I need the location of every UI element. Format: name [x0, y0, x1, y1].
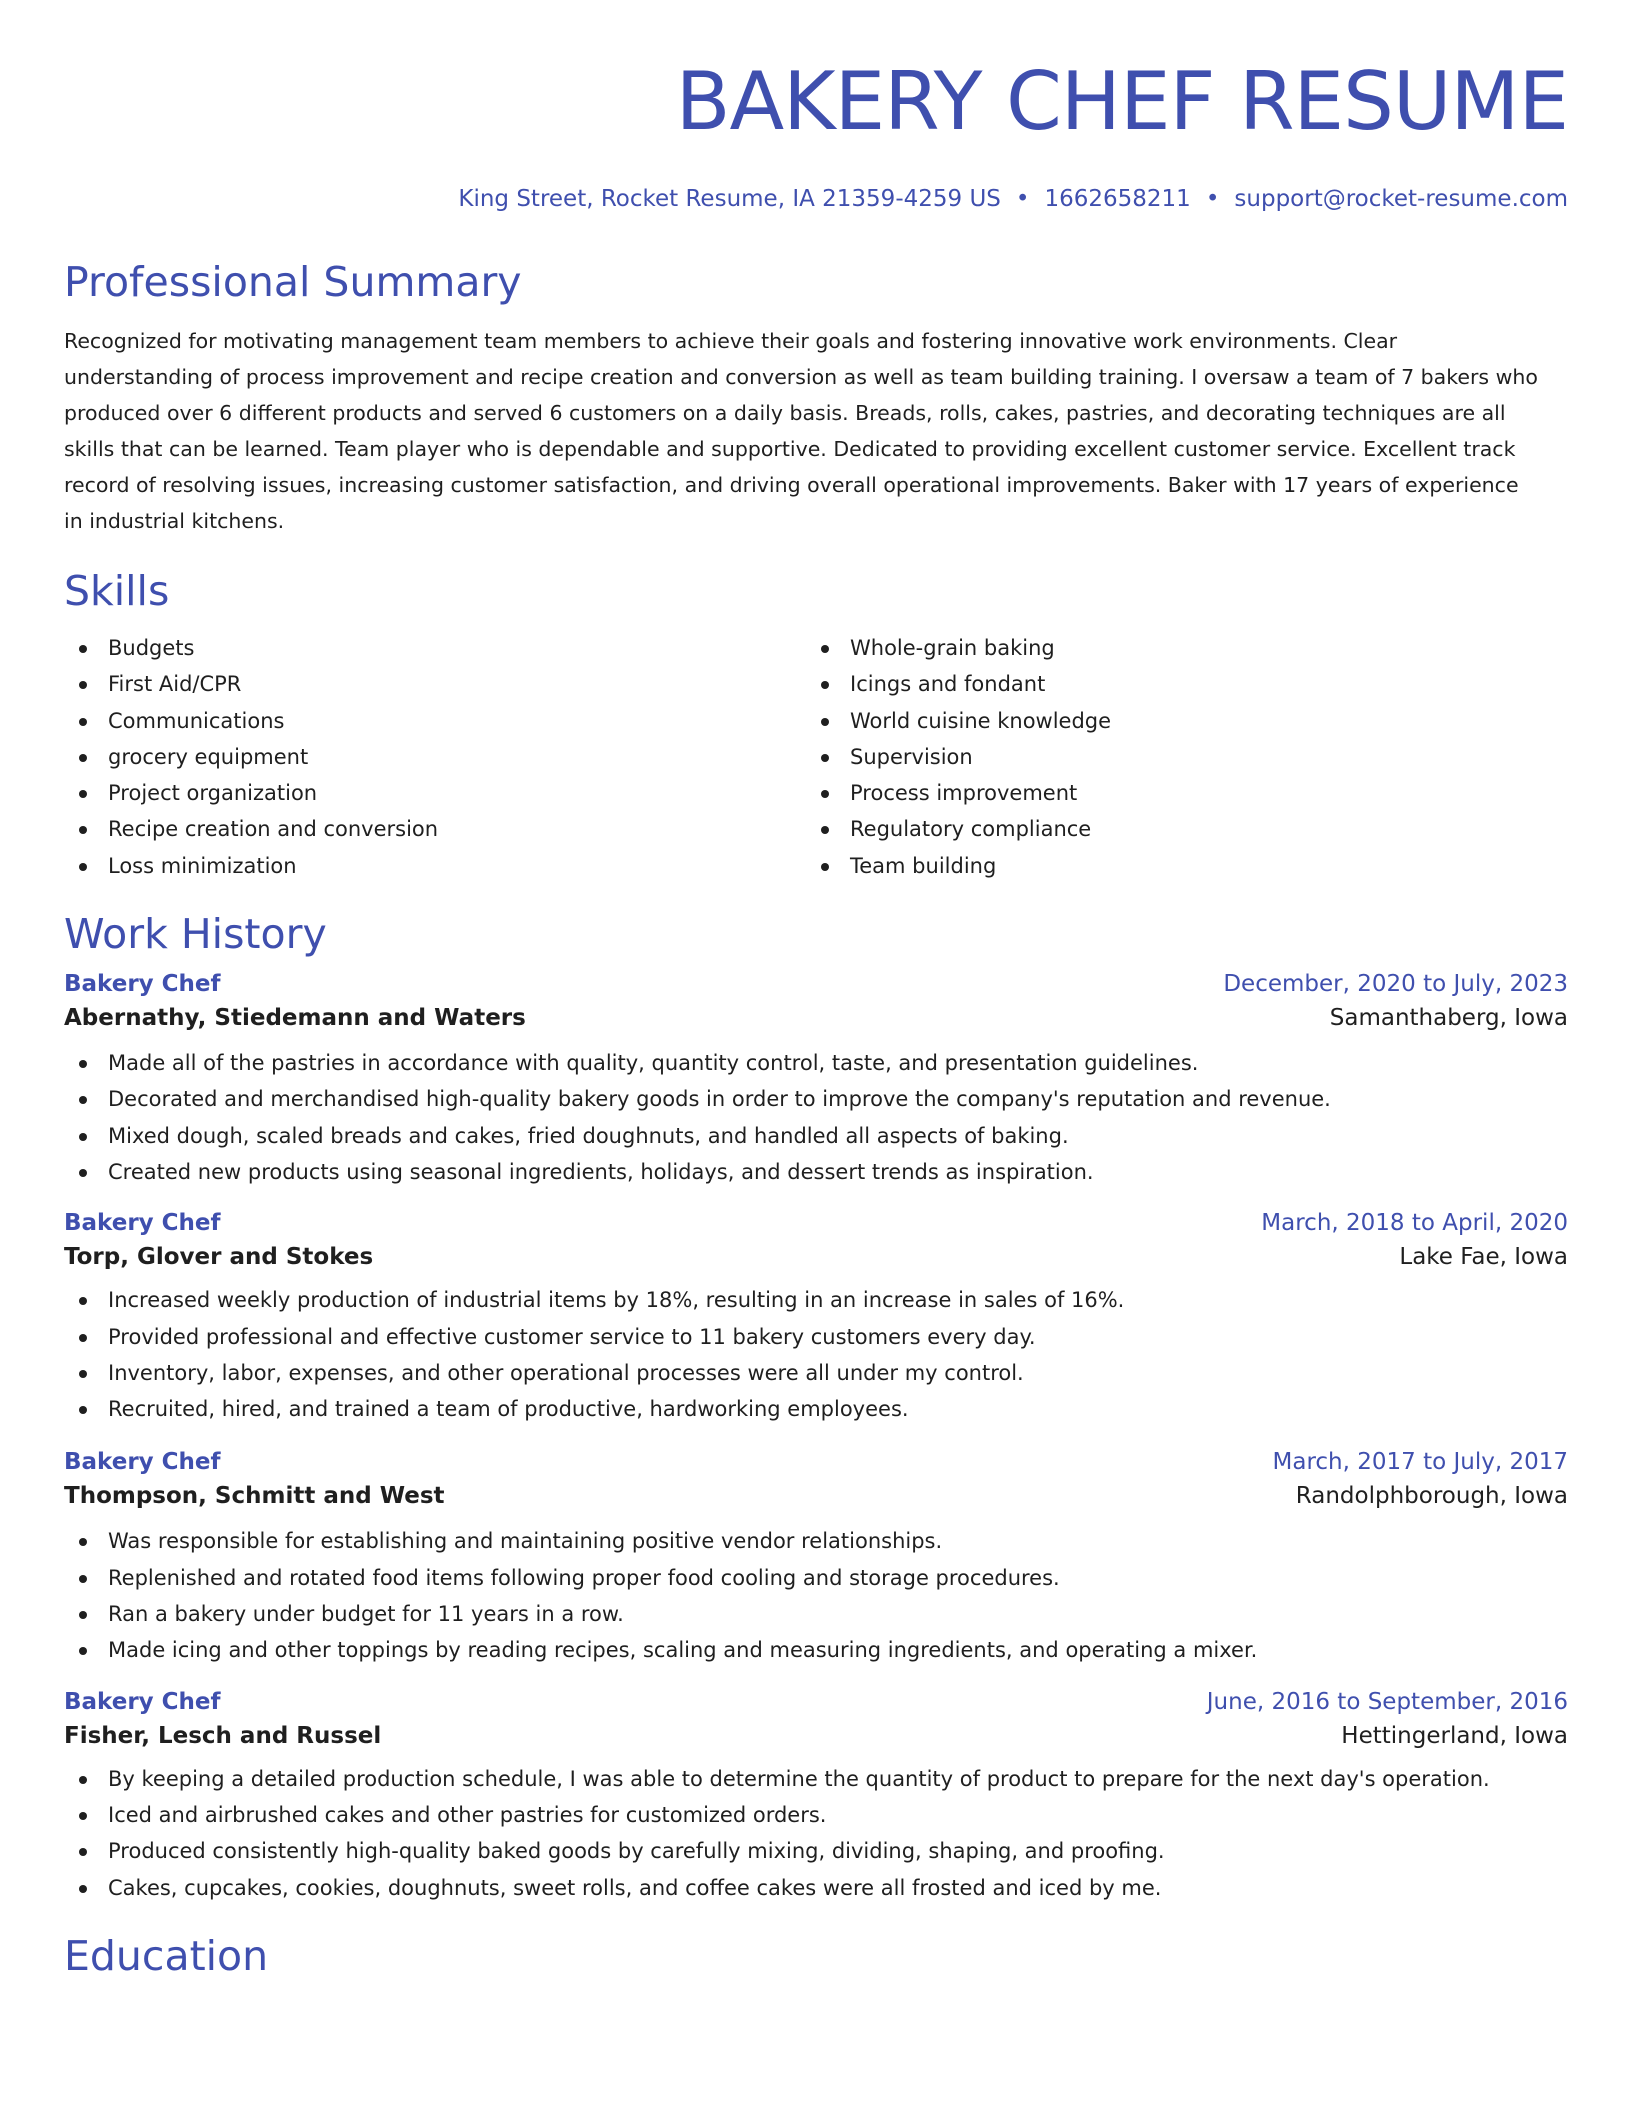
job-company: Fisher, Lesch and Russel — [64, 1722, 382, 1749]
job-employer-row — [64, 1483, 1568, 1509]
skill-item: Supervision — [806, 739, 1548, 775]
job-header-row — [64, 1210, 1568, 1236]
skill-item: Icings and fondant — [806, 666, 1548, 702]
skill-item: Loss minimization — [64, 848, 806, 884]
skills-column-right — [806, 630, 1548, 884]
job-title: Bakery Chef — [64, 1449, 221, 1476]
job-duty: Replenished and rotated food items following proper food cooling and storage procedures. — [64, 1560, 1568, 1596]
job-company: Thompson, Schmitt and West — [64, 1483, 445, 1510]
job-employer-row — [64, 1244, 1568, 1270]
skill-item: Process improvement — [806, 775, 1548, 811]
job-dates: June, 2016 to September, 2016 — [1206, 1688, 1568, 1715]
resume-title: BAKERY CHEF RESUME — [675, 55, 1568, 148]
skill-item: Whole-grain baking — [806, 630, 1548, 666]
skills-grid — [64, 630, 1568, 884]
job-dates: March, 2017 to July, 2017 — [1272, 1449, 1568, 1476]
summary-line: produced over 6 different products and served 6 customers on a daily basis. Breads, rolls, cakes, pastries, and decorating techniques are all — [64, 401, 1506, 425]
skill-item: World cuisine knowledge — [806, 703, 1548, 739]
summary-line: in industrial kitchens. — [64, 509, 285, 533]
work-history-heading: Work History — [64, 910, 327, 959]
job-duty: Cakes, cupcakes, cookies, doughnuts, sweet rolls, and coffee cakes were all frosted and iced by me. — [64, 1870, 1568, 1906]
skill-item: Recipe creation and conversion — [64, 811, 806, 847]
contact-separator: • — [1205, 186, 1220, 212]
job-duty: Produced consistently high-quality baked goods by carefully mixing, dividing, shaping, and proofing. — [64, 1833, 1568, 1869]
contact-email[interactable]: support@rocket-resume.com — [1234, 186, 1568, 212]
skills-heading: Skills — [64, 567, 170, 615]
job-location: Lake Fae, Iowa — [1399, 1244, 1568, 1271]
job-location: Hettingerland, Iowa — [1341, 1722, 1568, 1749]
job-dates: March, 2018 to April, 2020 — [1261, 1210, 1568, 1237]
job-header-row — [64, 1449, 1568, 1475]
job-header-row — [64, 971, 1568, 997]
job-title: Bakery Chef — [64, 971, 221, 998]
resume-page — [64, 0, 1568, 1980]
job-title: Bakery Chef — [64, 1688, 221, 1715]
job-duty: Made icing and other toppings by reading recipes, scaling and measuring ingredients, and operating a mixer. — [64, 1632, 1568, 1668]
summary-heading: Professional Summary — [64, 258, 522, 306]
job-duty: Mixed dough, scaled breads and cakes, fried doughnuts, and handled all aspects of baking. — [64, 1118, 1568, 1154]
job-duty: Inventory, labor, expenses, and other operational processes were all under my control. — [64, 1355, 1568, 1391]
job-company: Torp, Glover and Stokes — [64, 1244, 374, 1271]
job-dates: December, 2020 to July, 2023 — [1223, 971, 1568, 998]
contact-separator: • — [1015, 186, 1030, 212]
job-entry — [64, 1449, 1568, 1668]
skills-column-left — [64, 630, 806, 884]
skill-item: First Aid/CPR — [64, 666, 806, 702]
job-entry — [64, 1689, 1568, 1906]
job-header-row — [64, 1689, 1568, 1715]
job-entry — [64, 1210, 1568, 1427]
job-duties — [64, 1045, 1568, 1190]
contact-address: King Street, Rocket Resume, IA 21359-4259 US — [458, 186, 1001, 212]
education-heading: Education — [64, 1931, 269, 1980]
skill-item: Budgets — [64, 630, 806, 666]
skill-item: Communications — [64, 703, 806, 739]
job-duties — [64, 1282, 1568, 1427]
job-company: Abernathy, Stiedemann and Waters — [64, 1005, 526, 1032]
job-duty: By keeping a detailed production schedule, I was able to determine the quantity of product to prepare for the next day's operation. — [64, 1761, 1568, 1797]
job-entry — [64, 971, 1568, 1190]
summary-text — [64, 323, 1568, 539]
job-duty: Created new products using seasonal ingredients, holidays, and dessert trends as inspiration. — [64, 1154, 1568, 1190]
job-duty: Recruited, hired, and trained a team of productive, hardworking employees. — [64, 1391, 1568, 1427]
job-duties — [64, 1523, 1568, 1668]
job-duty: Increased weekly production of industrial items by 18%, resulting in an increase in sales of 16%. — [64, 1282, 1568, 1318]
summary-line: record of resolving issues, increasing customer satisfaction, and driving overall operational improvements. Baker with 17 years of experience — [64, 473, 1519, 497]
job-location: Randolphborough, Iowa — [1295, 1483, 1568, 1510]
job-employer-row — [64, 1723, 1568, 1749]
contact-phone: 1662658211 — [1044, 186, 1191, 212]
job-duty: Iced and airbrushed cakes and other pastries for customized orders. — [64, 1797, 1568, 1833]
contact-line — [64, 186, 1568, 214]
job-title: Bakery Chef — [64, 1210, 221, 1237]
job-duty: Provided professional and effective customer service to 11 bakery customers every day. — [64, 1319, 1568, 1355]
summary-line: skills that can be learned. Team player who is dependable and supportive. Dedicated to providing excellent customer service. Excellent track — [64, 437, 1516, 461]
summary-line: Recognized for motivating management team members to achieve their goals and fostering innovative work environments. Clear — [64, 329, 1398, 353]
skill-item: Team building — [806, 848, 1548, 884]
skill-item: grocery equipment — [64, 739, 806, 775]
skill-item: Regulatory compliance — [806, 811, 1548, 847]
skill-item: Project organization — [64, 775, 806, 811]
summary-line: understanding of process improvement and recipe creation and conversion as well as team building training. I oversaw a team of 7 bakers who — [64, 365, 1538, 389]
job-duty: Made all of the pastries in accordance with quality, quantity control, taste, and presentation guidelines. — [64, 1045, 1568, 1081]
job-duty: Ran a bakery under budget for 11 years in a row. — [64, 1596, 1568, 1632]
job-location: Samanthaberg, Iowa — [1329, 1005, 1568, 1032]
job-duties — [64, 1761, 1568, 1906]
job-duty: Was responsible for establishing and maintaining positive vendor relationships. — [64, 1523, 1568, 1559]
job-employer-row — [64, 1005, 1568, 1031]
job-duty: Decorated and merchandised high-quality bakery goods in order to improve the company's reputation and revenue. — [64, 1081, 1568, 1117]
